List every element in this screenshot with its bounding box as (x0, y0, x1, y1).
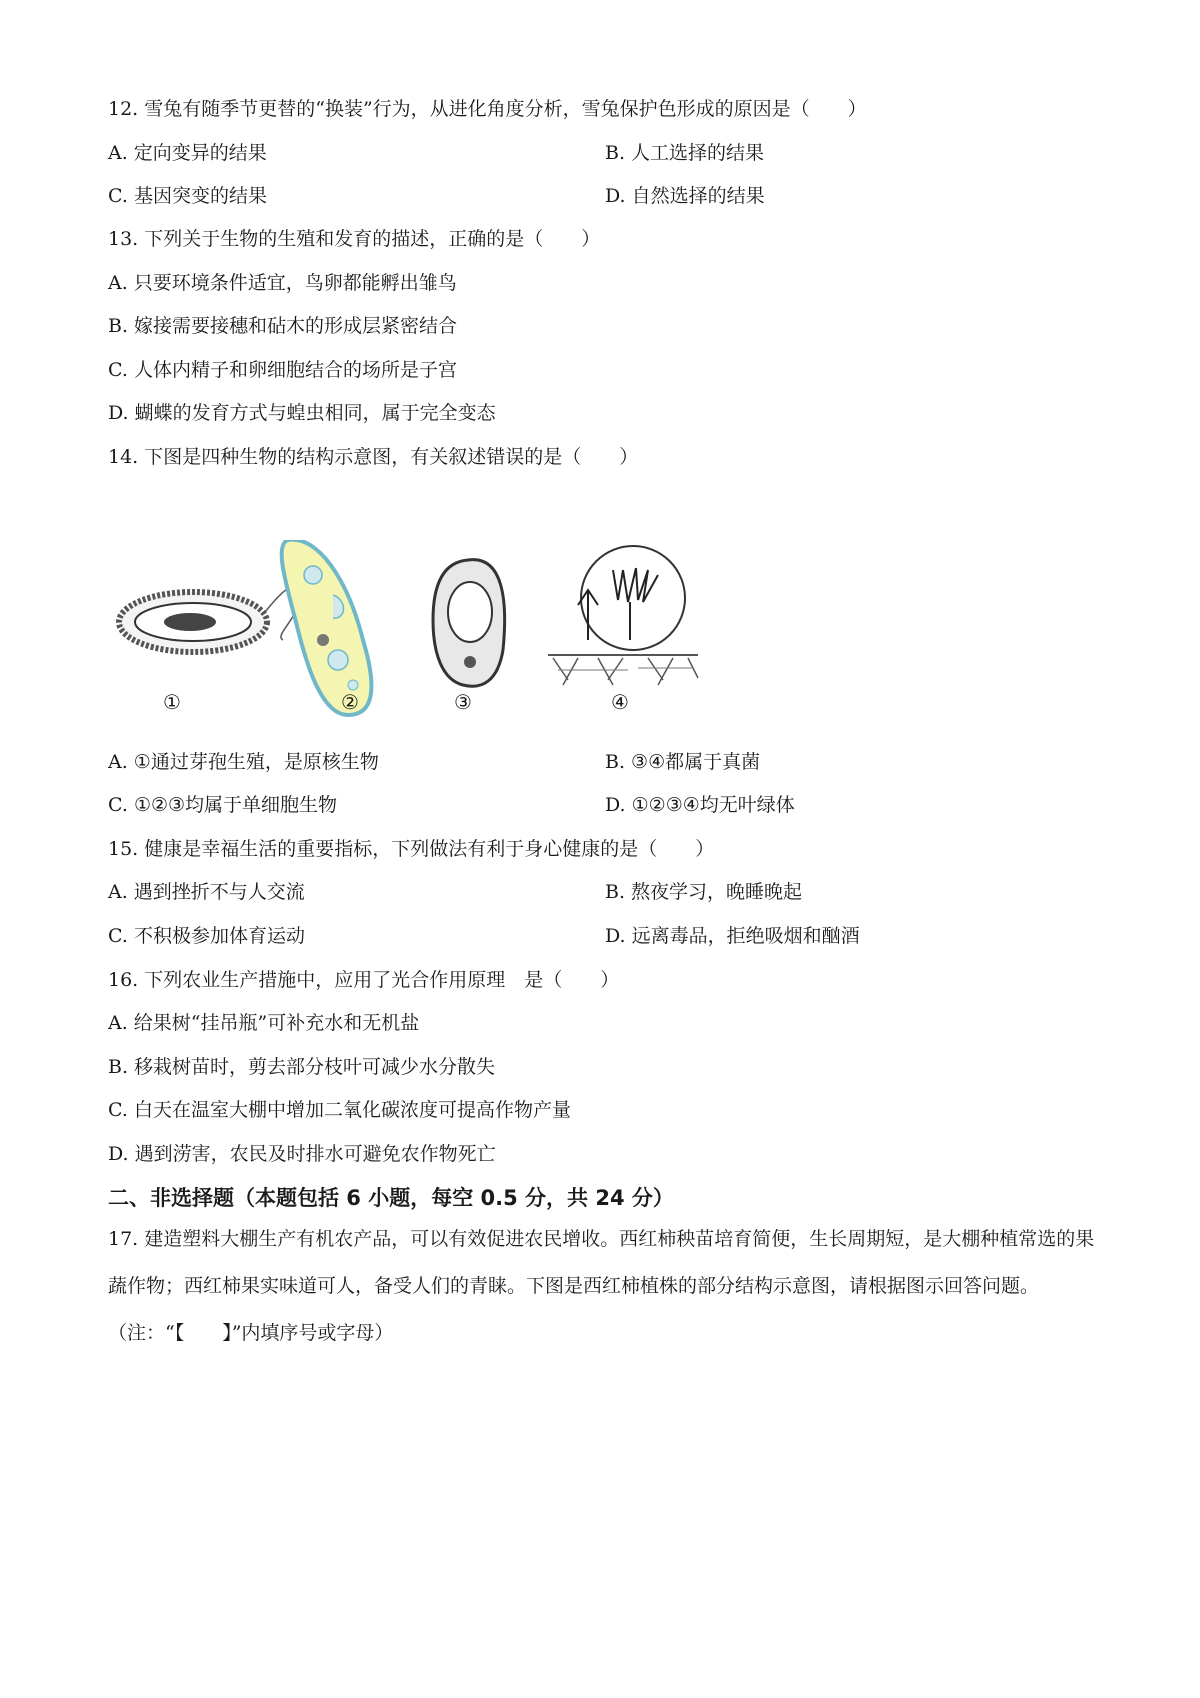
mold-illustration (548, 546, 698, 685)
figure-label-3: ③ (454, 690, 472, 714)
q15-option-b: B. 熬夜学习，晚睡晚起 (605, 881, 803, 903)
q16-option-d: D. 遇到涝害，农民及时排水可避免农作物死亡 (108, 1143, 496, 1165)
q12-option-c: C. 基因突变的结果 (108, 185, 267, 207)
paramecium-illustration (282, 540, 372, 715)
q17-text: 17. 建造塑料大棚生产有机农产品，可以有效促进农民增收。西红柿秧苗培育简便，生长周期短，是大棚种植常选的果蔬作物；西红柿果实味道可人，备受人们的青睐。下图是西红柿植株的部分结构示意图，请根据图示回答问题。（注：“【 】”内填序号或字母） (108, 1228, 1095, 1344)
q15-option-d: D. 远离毒品，拒绝吸烟和酗酒 (605, 925, 860, 947)
q15-option-a: A. 遇到挫折不与人交流 (108, 881, 305, 903)
bacterium-illustration (119, 588, 299, 652)
q13-option-d: D. 蝴蝶的发育方式与蝗虫相同，属于完全变态 (108, 402, 496, 424)
q13-option-a: A. 只要环境条件适宜，鸟卵都能孵出雏鸟 (108, 272, 457, 294)
q15-stem: 15. 健康是幸福生活的重要指标，下列做法有利于身心健康的是（ ） (108, 838, 715, 860)
q12-stem: 12. 雪兔有随季节更替的“换装”行为，从进化角度分析，雪兔保护色形成的原因是（ ） (108, 98, 867, 120)
q12-option-d: D. 自然选择的结果 (605, 185, 765, 207)
q15-option-c: C. 不积极参加体育运动 (108, 925, 305, 947)
q13-option-b: B. 嫁接需要接穗和砧木的形成层紧密结合 (108, 315, 458, 337)
figure-label-4: ④ (611, 690, 629, 714)
q14-option-d: D. ①②③④均无叶绿体 (605, 794, 795, 816)
q16-option-c: C. 白天在温室大棚中增加二氧化碳浓度可提高作物产量 (108, 1099, 571, 1121)
q16-stem: 16. 下列农业生产措施中，应用了光合作用原理 是（ ） (108, 969, 620, 991)
figure-label-2: ② (341, 690, 359, 714)
q13-stem: 13. 下列关于生物的生殖和发育的描述，正确的是（ ） (108, 228, 601, 250)
yeast-illustration (433, 560, 505, 687)
q14-option-c: C. ①②③均属于单细胞生物 (108, 794, 338, 816)
section-title: 二、非选择题（本题包括 6 小题，每空 0.5 分，共 24 分） (108, 1186, 674, 1210)
q16-option-b: B. 移栽树苗时，剪去部分枝叶可减少水分散失 (108, 1056, 496, 1078)
q12-option-b: B. 人工选择的结果 (605, 142, 765, 164)
q13-option-c: C. 人体内精子和卵细胞结合的场所是子宫 (108, 359, 457, 381)
q14-option-a: A. ①通过芽孢生殖，是原核生物 (108, 751, 379, 773)
q16-option-a: A. 给果树“挂吊瓶”可补充水和无机盐 (108, 1012, 420, 1034)
q14-option-b: B. ③④都属于真菌 (605, 751, 761, 773)
q12-option-a: A. 定向变异的结果 (108, 142, 267, 164)
q14-stem: 14. 下图是四种生物的结构示意图，有关叙述错误的是（ ） (108, 446, 639, 468)
figure-label-1: ① (163, 690, 181, 714)
